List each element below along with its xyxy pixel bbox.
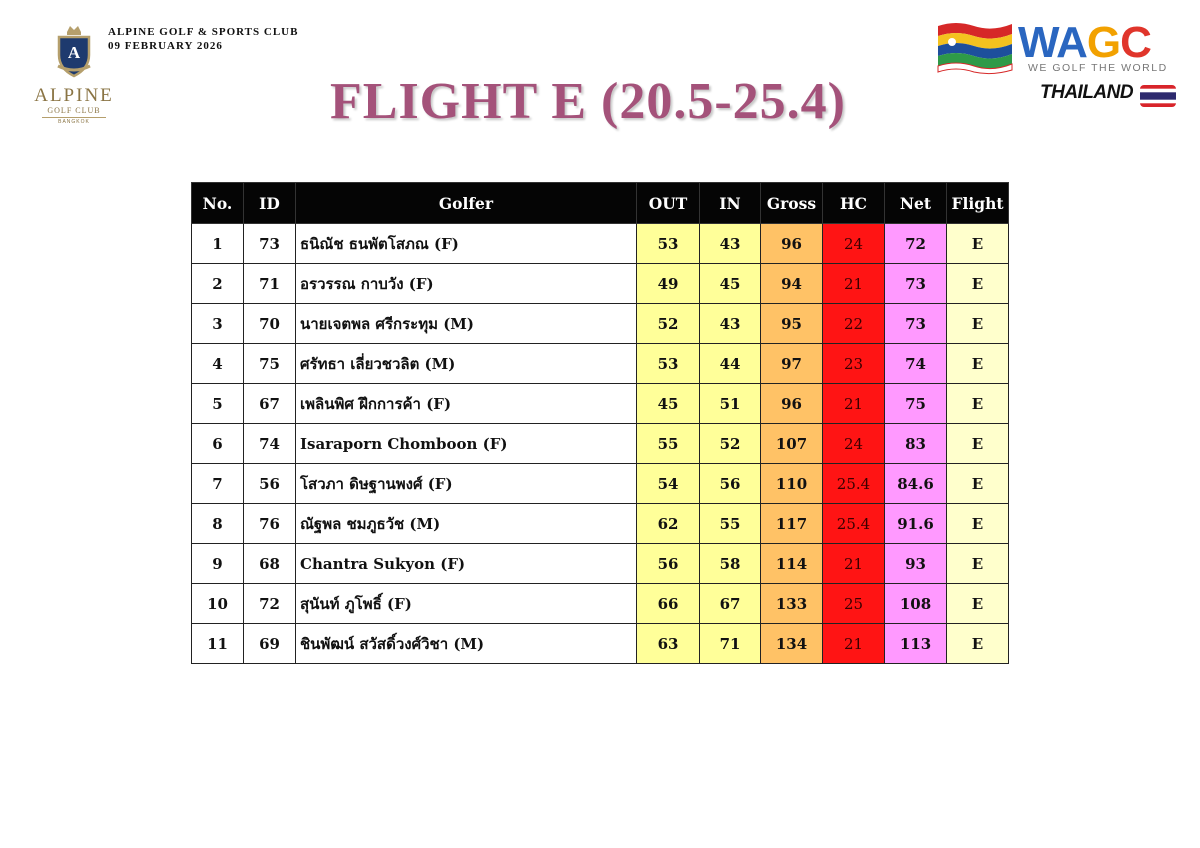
- table-row: [192, 504, 1009, 544]
- header-hc: HC: [823, 183, 885, 224]
- cell-gross: 97: [761, 344, 823, 384]
- cell-out: 53: [637, 344, 700, 384]
- cell-hc: 25.4: [823, 504, 885, 544]
- wagc-wordmark: [1018, 20, 1151, 66]
- cell-in: 67: [700, 584, 761, 624]
- cell-out: 55: [637, 424, 700, 464]
- cell-hc: 21: [823, 624, 885, 664]
- cell-flight: E: [947, 504, 1009, 544]
- cell-net: 73: [885, 304, 947, 344]
- cell-gross: 134: [761, 624, 823, 664]
- cell-hc: 21: [823, 264, 885, 304]
- event-date: 09 FEBRUARY 2026: [108, 40, 223, 52]
- table-row: [192, 624, 1009, 664]
- svg-text:A: A: [67, 43, 81, 62]
- cell-gross: 110: [761, 464, 823, 504]
- cell-out: 53: [637, 224, 700, 264]
- cell-flight: E: [947, 344, 1009, 384]
- table-header-row: [192, 183, 1009, 224]
- cell-net: 73: [885, 264, 947, 304]
- table-row: [192, 584, 1009, 624]
- cell-net: 93: [885, 544, 947, 584]
- cell-flight: E: [947, 544, 1009, 584]
- thailand-flag-icon: [1140, 85, 1176, 107]
- cell-golfer: ณัฐพล ชมภูธวัช (M): [296, 504, 637, 544]
- table-row: [192, 224, 1009, 264]
- club-crest-icon: [54, 24, 94, 78]
- header-out: OUT: [637, 183, 700, 224]
- wagc-letter-a: A: [1056, 18, 1087, 67]
- table-row: [192, 464, 1009, 504]
- cell-in: 55: [700, 504, 761, 544]
- alpine-club-logo: [32, 24, 116, 125]
- page-title: FLIGHT E (20.5-25.4): [330, 73, 846, 130]
- cell-net: 108: [885, 584, 947, 624]
- cell-id: 70: [244, 304, 296, 344]
- cell-in: 43: [700, 304, 761, 344]
- table-row: [192, 424, 1009, 464]
- cell-no: 11: [192, 624, 244, 664]
- cell-gross: 96: [761, 384, 823, 424]
- cell-id: 75: [244, 344, 296, 384]
- country-name: THAILAND: [1040, 82, 1134, 103]
- cell-in: 44: [700, 344, 761, 384]
- table-row: [192, 544, 1009, 584]
- wagc-logo: [936, 18, 1176, 113]
- cell-no: 4: [192, 344, 244, 384]
- header-in: IN: [700, 183, 761, 224]
- cell-flight: E: [947, 384, 1009, 424]
- cell-hc: 22: [823, 304, 885, 344]
- cell-out: 66: [637, 584, 700, 624]
- cell-net: 74: [885, 344, 947, 384]
- cell-golfer: นายเจตพล ศรีกระทุม (M): [296, 304, 637, 344]
- cell-in: 71: [700, 624, 761, 664]
- cell-flight: E: [947, 264, 1009, 304]
- cell-golfer: Chantra Sukyon (F): [296, 544, 637, 584]
- cell-id: 72: [244, 584, 296, 624]
- cell-golfer: เพลินพิศ ฝึกการค้า (F): [296, 384, 637, 424]
- cell-out: 45: [637, 384, 700, 424]
- event-info: [108, 25, 298, 53]
- cell-gross: 107: [761, 424, 823, 464]
- cell-golfer: สุนันท์ ภูโพธิ์ (F): [296, 584, 637, 624]
- cell-hc: 24: [823, 424, 885, 464]
- cell-no: 2: [192, 264, 244, 304]
- cell-golfer: ธนิณัช ธนพัตโสภณ (F): [296, 224, 637, 264]
- club-subtitle: GOLF CLUB: [47, 106, 101, 115]
- cell-gross: 114: [761, 544, 823, 584]
- cell-in: 52: [700, 424, 761, 464]
- results-body: [192, 224, 1009, 664]
- cell-net: 84.6: [885, 464, 947, 504]
- cell-hc: 24: [823, 224, 885, 264]
- cell-gross: 94: [761, 264, 823, 304]
- cell-in: 51: [700, 384, 761, 424]
- cell-golfer: ชินพัฒน์ สวัสดิ์วงศ์วิชา (M): [296, 624, 637, 664]
- cell-net: 75: [885, 384, 947, 424]
- cell-golfer: Isaraporn Chomboon (F): [296, 424, 637, 464]
- cell-id: 67: [244, 384, 296, 424]
- cell-gross: 96: [761, 224, 823, 264]
- cell-net: 83: [885, 424, 947, 464]
- cell-gross: 95: [761, 304, 823, 344]
- cell-out: 54: [637, 464, 700, 504]
- results-table: [191, 182, 1009, 664]
- event-venue: ALPINE GOLF & SPORTS CLUB: [108, 26, 299, 38]
- cell-no: 6: [192, 424, 244, 464]
- cell-net: 91.6: [885, 504, 947, 544]
- cell-id: 68: [244, 544, 296, 584]
- club-name: ALPINE: [34, 85, 114, 106]
- cell-flight: E: [947, 464, 1009, 504]
- cell-id: 73: [244, 224, 296, 264]
- cell-no: 9: [192, 544, 244, 584]
- wagc-tagline: WE GOLF THE WORLD: [1028, 62, 1168, 74]
- cell-hc: 25.4: [823, 464, 885, 504]
- cell-out: 49: [637, 264, 700, 304]
- cell-gross: 117: [761, 504, 823, 544]
- cell-golfer: อรวรรณ กาบวัง (F): [296, 264, 637, 304]
- cell-in: 56: [700, 464, 761, 504]
- wagc-letter-g: G: [1086, 18, 1121, 67]
- table-row: [192, 344, 1009, 384]
- cell-in: 58: [700, 544, 761, 584]
- cell-in: 45: [700, 264, 761, 304]
- cell-id: 71: [244, 264, 296, 304]
- header-gross: Gross: [761, 183, 823, 224]
- wagc-letter-w: W: [1018, 18, 1057, 67]
- cell-out: 56: [637, 544, 700, 584]
- cell-id: 76: [244, 504, 296, 544]
- club-city: BANGKOK: [42, 117, 106, 125]
- header-flight: Flight: [947, 183, 1009, 224]
- table-row: [192, 384, 1009, 424]
- header-golfer: Golfer: [296, 183, 637, 224]
- cell-golfer: โสวภา ดิษฐานพงศ์ (F): [296, 464, 637, 504]
- cell-out: 63: [637, 624, 700, 664]
- cell-flight: E: [947, 224, 1009, 264]
- cell-id: 56: [244, 464, 296, 504]
- cell-flight: E: [947, 424, 1009, 464]
- cell-hc: 25: [823, 584, 885, 624]
- cell-no: 7: [192, 464, 244, 504]
- cell-hc: 21: [823, 544, 885, 584]
- cell-gross: 133: [761, 584, 823, 624]
- cell-out: 52: [637, 304, 700, 344]
- cell-no: 8: [192, 504, 244, 544]
- header-no: No.: [192, 183, 244, 224]
- table-row: [192, 304, 1009, 344]
- table-row: [192, 264, 1009, 304]
- cell-no: 1: [192, 224, 244, 264]
- cell-hc: 21: [823, 384, 885, 424]
- cell-hc: 23: [823, 344, 885, 384]
- cell-out: 62: [637, 504, 700, 544]
- cell-no: 10: [192, 584, 244, 624]
- cell-no: 3: [192, 304, 244, 344]
- flags-emblem-icon: [936, 20, 1014, 76]
- cell-net: 113: [885, 624, 947, 664]
- cell-flight: E: [947, 624, 1009, 664]
- cell-net: 72: [885, 224, 947, 264]
- cell-flight: E: [947, 584, 1009, 624]
- cell-no: 5: [192, 384, 244, 424]
- cell-in: 43: [700, 224, 761, 264]
- wagc-letter-c: C: [1120, 18, 1151, 67]
- header-id: ID: [244, 183, 296, 224]
- header-net: Net: [885, 183, 947, 224]
- cell-id: 69: [244, 624, 296, 664]
- cell-golfer: ศรัทธา เลี่ยวชวลิต (M): [296, 344, 637, 384]
- cell-id: 74: [244, 424, 296, 464]
- cell-flight: E: [947, 304, 1009, 344]
